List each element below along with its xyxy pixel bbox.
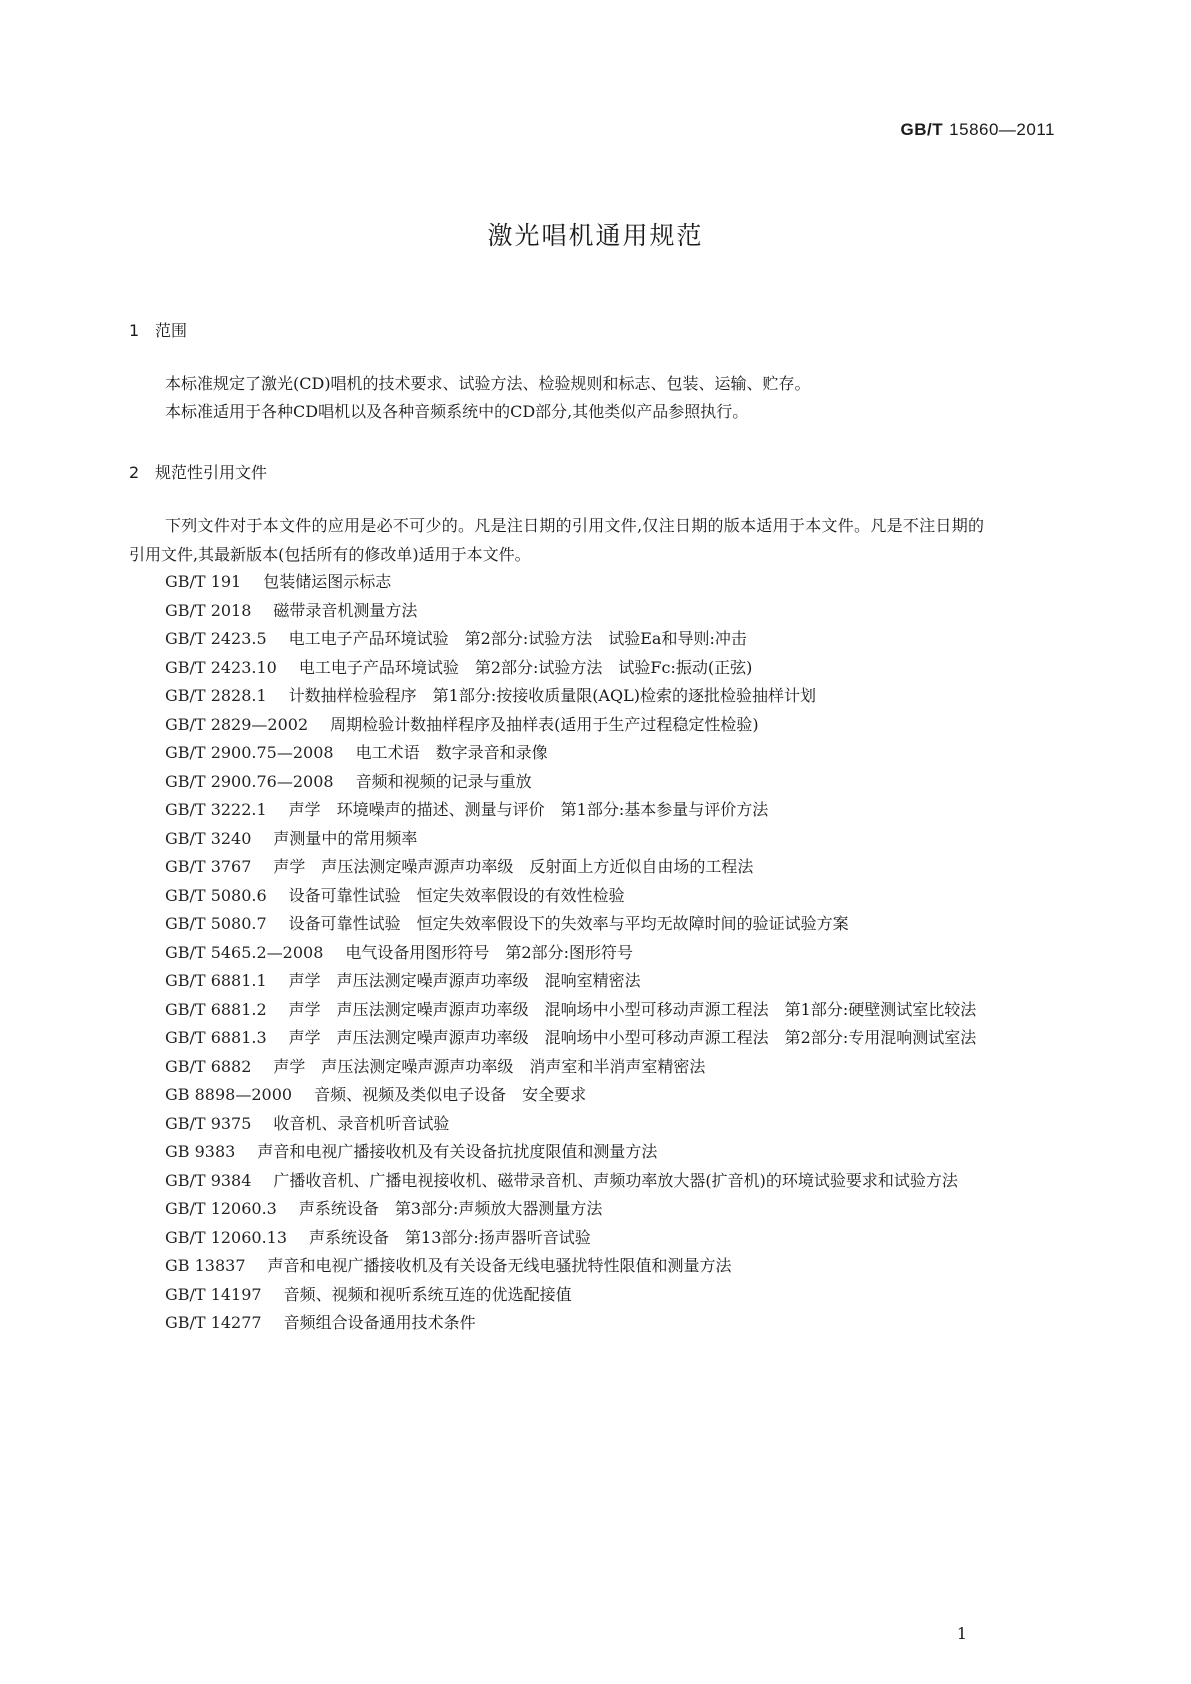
reference-item — [129, 1110, 989, 1139]
reference-code: GB/T 9384 — [165, 1170, 252, 1190]
reference-code: GB 8898—2000 — [165, 1085, 293, 1104]
section-2-title: 规范性引用文件 — [155, 463, 268, 482]
section-2-number: 2 — [129, 463, 140, 482]
standard-code: 15860—2011 — [949, 120, 1055, 139]
reference-title: 包装储运图示标志 — [263, 572, 392, 591]
reference-code: GB/T 2900.76—2008 — [165, 771, 334, 791]
reference-item — [129, 967, 989, 996]
reference-title: 声学 声压法测定噪声源声功率级 混响室精密法 — [288, 971, 641, 990]
reference-title: 电气设备用图形符号 第2部分:图形符号 — [345, 942, 633, 962]
reference-item — [129, 1224, 989, 1253]
reference-title: 音频、视频及类似电子设备 安全要求 — [314, 1085, 587, 1104]
reference-code: GB/T 6881.3 — [165, 1028, 267, 1047]
standard-prefix: GB/T — [900, 120, 944, 139]
reference-item — [129, 682, 989, 711]
scope-paragraph-1: 本标准规定了激光(CD)唱机的技术要求、试验方法、检验规则和标志、包装、运输、贮存。 — [165, 374, 811, 393]
reference-title: 音频和视频的记录与重放 — [355, 771, 532, 791]
reference-item — [129, 1281, 989, 1310]
reference-title: 音频组合设备通用技术条件 — [283, 1313, 476, 1332]
reference-item — [129, 1024, 989, 1053]
reference-item — [129, 1081, 989, 1110]
reference-title: 声学 声压法测定噪声源声功率级 反射面上方近似自由场的工程法 — [273, 857, 754, 876]
reference-code: GB/T 12060.13 — [165, 1227, 288, 1247]
reference-item — [129, 711, 989, 740]
reference-item — [129, 768, 989, 797]
reference-code: GB/T 14197 — [165, 1284, 262, 1304]
reference-code: GB/T 5080.7 — [165, 914, 267, 933]
reference-list — [129, 568, 989, 1338]
document-title: 激光唱机通用规范 — [487, 221, 704, 250]
reference-title: 广播收音机、广播电视接收机、磁带录音机、声频功率放大器(扩音机)的环境试验要求和试验方法 — [273, 1170, 958, 1190]
reference-item — [129, 1252, 989, 1281]
reference-title: 电工电子产品环境试验 第2部分:试验方法 试验Ea和导则:冲击 — [288, 629, 747, 648]
references-intro: 下列文件对于本文件的应用是必不可少的。凡是注日期的引用文件,仅注日期的版本适用于本文件。凡是不注日期的引用文件,其最新版本(包括所有的修改单)适用于本文件。 — [129, 516, 984, 564]
reference-code: GB/T 191 — [165, 572, 242, 591]
section-1-title: 范围 — [155, 321, 188, 340]
reference-item — [129, 910, 989, 939]
scope-paragraph-2: 本标准适用于各种CD唱机以及各种音频系统中的CD部分,其他类似产品参照执行。 — [165, 402, 749, 421]
reference-title: 磁带录音机测量方法 — [273, 600, 418, 620]
reference-title: 电工术语 数字录音和录像 — [355, 743, 548, 762]
reference-item — [129, 1195, 989, 1224]
reference-title: 计数抽样检验程序 第1部分:按接收质量限(AQL)检索的逐批检验抽样计划 — [288, 686, 817, 705]
reference-code: GB/T 6882 — [165, 1056, 252, 1076]
reference-item — [129, 939, 989, 968]
reference-code: GB/T 3222.1 — [165, 800, 267, 819]
reference-item — [129, 654, 989, 683]
reference-title: 声学 声压法测定噪声源声功率级 混响场中小型可移动声源工程法 第1部分:硬壁测试室比较法 — [288, 999, 977, 1019]
reference-code: GB/T 6881.1 — [165, 971, 267, 990]
reference-item — [129, 825, 989, 854]
reference-code: GB/T 2423.5 — [165, 629, 267, 648]
reference-title: 电工电子产品环境试验 第2部分:试验方法 试验Fc:振动(正弦) — [298, 657, 753, 677]
reference-item — [129, 1138, 989, 1167]
reference-code: GB/T 12060.3 — [165, 1199, 277, 1218]
reference-title: 设备可靠性试验 恒定失效率假设下的失效率与平均无故障时间的验证试验方案 — [288, 914, 849, 933]
reference-item — [129, 796, 989, 825]
reference-code: GB 13837 — [165, 1256, 246, 1275]
section-1-number: 1 — [129, 321, 140, 340]
standard-number — [901, 120, 1055, 140]
section-1-heading — [129, 318, 187, 341]
reference-item — [129, 568, 989, 597]
section-2-heading — [129, 460, 267, 483]
reference-item — [129, 853, 989, 882]
reference-code: GB/T 14277 — [165, 1313, 262, 1332]
reference-title: 声系统设备 第3部分:声频放大器测量方法 — [298, 1199, 603, 1218]
reference-title: 声学 环境噪声的描述、测量与评价 第1部分:基本参量与评价方法 — [288, 800, 769, 819]
reference-code: GB/T 2018 — [165, 600, 252, 620]
reference-item — [129, 996, 989, 1025]
reference-code: GB/T 5465.2—2008 — [165, 942, 324, 962]
reference-title: 声学 声压法测定噪声源声功率级 混响场中小型可移动声源工程法 第2部分:专用混响测试室法 — [288, 1028, 977, 1047]
reference-title: 声系统设备 第13部分:扬声器听音试验 — [309, 1227, 591, 1247]
reference-item — [129, 1167, 989, 1196]
reference-code: GB 9383 — [165, 1142, 236, 1161]
reference-code: GB/T 6881.2 — [165, 999, 267, 1019]
reference-title: 设备可靠性试验 恒定失效率假设的有效性检验 — [288, 885, 625, 905]
reference-code: GB/T 2423.10 — [165, 657, 277, 677]
reference-title: 收音机、录音机听音试验 — [273, 1113, 450, 1133]
reference-code: GB/T 2900.75—2008 — [165, 743, 334, 762]
reference-item — [129, 1053, 989, 1082]
page-number: 1 — [956, 1624, 967, 1643]
reference-item — [129, 739, 989, 768]
reference-title: 声测量中的常用频率 — [273, 828, 418, 848]
reference-code: GB/T 3240 — [165, 828, 252, 848]
reference-code: GB/T 3767 — [165, 857, 252, 876]
reference-code: GB/T 9375 — [165, 1113, 252, 1133]
reference-item — [129, 1309, 989, 1338]
reference-item — [129, 597, 989, 626]
reference-title: 声音和电视广播接收机及有关设备无线电骚扰特性限值和测量方法 — [267, 1256, 732, 1275]
reference-code: GB/T 2829—2002 — [165, 714, 309, 734]
reference-code: GB/T 2828.1 — [165, 686, 267, 705]
reference-item — [129, 625, 989, 654]
reference-title: 声音和电视广播接收机及有关设备抗扰度限值和测量方法 — [257, 1142, 658, 1161]
reference-title: 音频、视频和视听系统互连的优选配接值 — [283, 1284, 572, 1304]
reference-title: 周期检验计数抽样程序及抽样表(适用于生产过程稳定性检验) — [330, 714, 759, 734]
reference-code: GB/T 5080.6 — [165, 885, 267, 905]
reference-title: 声学 声压法测定噪声源声功率级 消声室和半消声室精密法 — [273, 1056, 706, 1076]
reference-item — [129, 882, 989, 911]
